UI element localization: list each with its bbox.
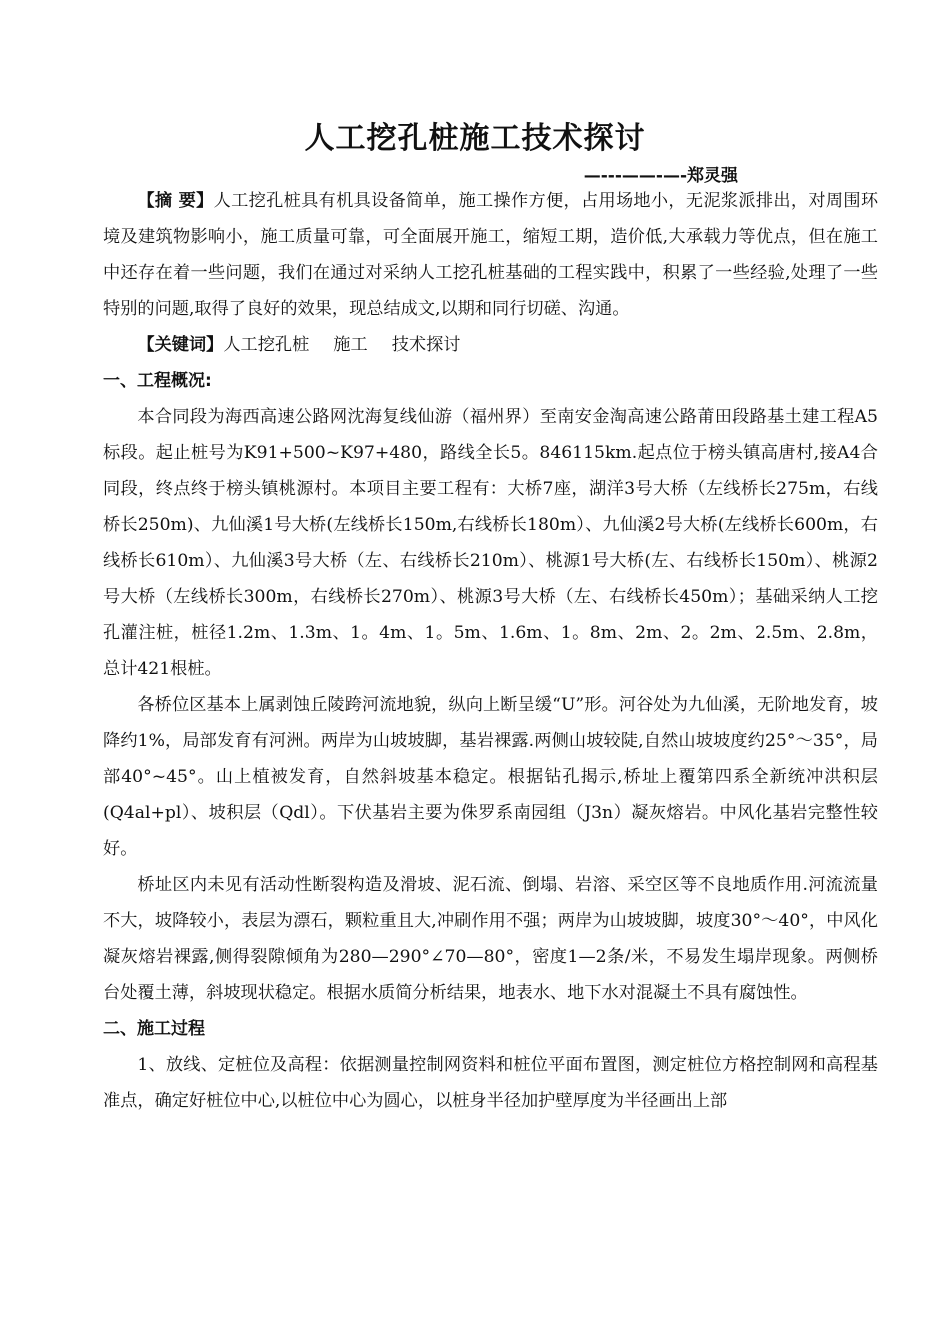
abstract-paragraph xyxy=(103,183,878,327)
keyword-item: 人工挖孔桩 xyxy=(223,335,310,355)
section-heading-process: 二、施工过程 xyxy=(103,1019,205,1039)
body-paragraph: 1、放线、定桩位及高程：依据测量控制网资料和桩位平面布置图，测定桩位方格控制网和高程基准点，确定好桩位中心,以桩位中心为圆心，以桩身半径加护壁厚度为半径画出上部 xyxy=(103,1055,878,1111)
abstract-text: 人工挖孔桩具有机具设备简单，施工操作方便，占用场地小，无泥浆派排出，对周围环境及建筑物影响小，施工质量可靠，可全面展开施工，缩短工期，造价低,大承载力等优点，但在施工中还存在着一些问题，我们在通过对采纳人工挖孔桩基础的工程实践中，积累了一些经验,处理了一些特别的问题,取得了良好的效果，现总结成文,以期和同行切磋、沟通。 xyxy=(103,191,879,319)
author-line: —---——-—-郑灵强 xyxy=(583,166,738,186)
body-paragraph: 本合同段为海西高速公路网沈海复线仙游（福州界）至南安金淘高速公路莆田段路基土建工程A5标段。起止桩号为K91+500~K97+480，路线全长5。846115km.起点位于榜头镇高唐村,接A4合同段，终点终于榜头镇桃源村。本项目主要工程有：大桥7座，湖洋3号大桥（左线桥长275m，右线桥长250m)、九仙溪1号大桥(左线桥长150m,右线桥长180m）、九仙溪2号大桥(左线桥长600m，右线桥长610m）、九仙溪3号大桥（左、右线桥长210m）、桃源1号大桥(左、右线桥长150m）、桃源2号大桥（左线桥长300m，右线桥长270m）、桃源3号大桥（左、右线桥长450m）；基础采纳人工挖孔灌注桩，桩径1.2m、1.3m、1。4m、1。5m、1.6m、1。8m、2m、2。2m、2.5m、2.8m，总计421根桩。 xyxy=(103,407,878,679)
keyword-item: 施工 xyxy=(333,335,368,355)
keywords-paragraph xyxy=(103,327,878,363)
document-body xyxy=(103,183,878,1119)
keywords-label: 【关键词】 xyxy=(137,335,224,355)
body-paragraph: 桥址区内未见有活动性断裂构造及滑坡、泥石流、倒塌、岩溶、采空区等不良地质作用.河流流量不大，坡降较小，表层为漂石，颗粒重且大,冲刷作用不强；两岸为山坡坡脚，坡度30°～40°，中风化凝灰熔岩裸露,侧得裂隙倾角为280—290°∠70—80°，密度1—2条/米，不易发生塌岸现象。两侧桥台处覆土薄，斜坡现状稳定。根据水质简分析结果，地表水、地下水对混凝土不具有腐蚀性。 xyxy=(103,875,878,1003)
body-paragraph: 各桥位区基本上属剥蚀丘陵跨河流地貌，纵向上断呈缓“U”形。河谷处为九仙溪，无阶地发育，坡降约1%，局部发育有河洲。两岸为山坡坡脚，基岩裸露.两侧山坡较陡,自然山坡坡度约25°～35°，局部40°~45°。山上植被发育，自然斜坡基本稳定。根据钻孔揭示,桥址上覆第四系全新统冲洪积层(Q4al+pl）、坡积层（Qdl）。下伏基岩主要为侏罗系南园组（J3n）凝灰熔岩。中风化基岩完整性较好。 xyxy=(103,695,878,859)
section-heading-overview: 一、工程概况: xyxy=(103,371,212,391)
document-title: 人工挖孔桩施工技术探讨 xyxy=(304,121,646,156)
keyword-item: 技术探讨 xyxy=(391,335,461,355)
abstract-label: 【摘 要】 xyxy=(137,191,214,211)
